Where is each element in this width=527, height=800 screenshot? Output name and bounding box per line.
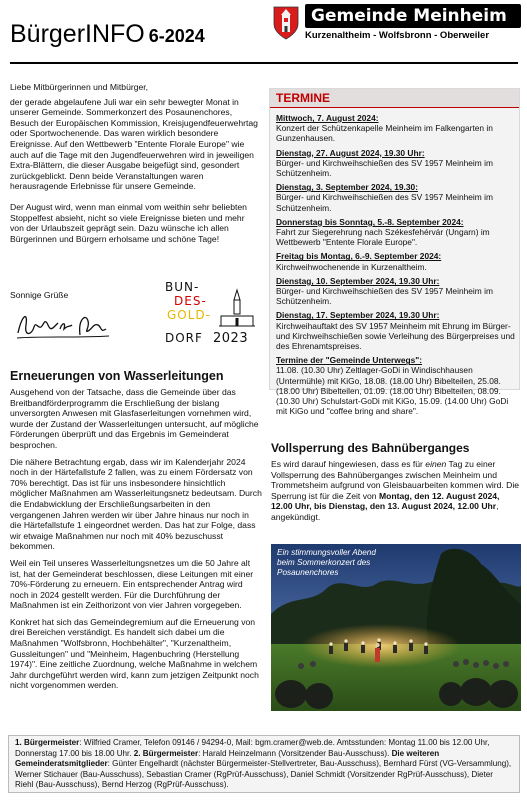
footer-deputy-label: 2. Bürgermeister [133,748,199,758]
logo-year: 2023 [213,331,249,346]
page-header [0,0,527,66]
logo-line-bun: BUN- [165,280,200,294]
termin-date: Freitag bis Montag, 6.-9. September 2024: [276,251,442,262]
termin-date: Mittwoch, 7. August 2024: [276,113,379,123]
footer-council-label: Die weiteren Gemeinderatsmitglieder [15,748,440,769]
termin-item [276,217,516,248]
intro-signoff: Sonnige Grüße [10,290,69,300]
termin-item [276,148,516,179]
termin-date: Dienstag, 3. September 2024, 19.30: [276,182,418,193]
termin-date: Dienstag, 17. September 2024, 19.30 Uhr: [276,310,440,321]
photo-caption: Ein stimmungsvoller Abend beim Sommerkonzert des Posaunenchores [277,548,376,577]
logo-line-dorf: DORF [165,331,203,345]
footer-deputy-text: : Harald Heinzelmann (Vorsitzender Bau-Ausschuss). [198,748,392,758]
bundesgolddorf-logo [165,280,265,350]
termin-text: Kirchweihauftakt des SV 1957 Meinheim mit Ehrung im Bürger- und Kirchweihschießen sowie Verleihung des Bürgerpreises und des Ehrenamtspreises. [276,320,515,352]
termine-heading: TERMINE [270,89,519,108]
header-divider [10,62,518,64]
termin-date: Dienstag, 10. September 2024, 19.30 Uhr: [276,275,440,286]
termin-item [276,276,516,307]
wasser-paragraph-3: Weil ein Teil unseres Wasserleitungsnetzes um die 50 Jahre alt ist, hat der Gemeinderat beschlossen, diese Leitungen mit einer 70%-Förderung zu erneuern. Ein entsprechender Antrag wird noch in 2024 gestellt werden. Für die Durchführung der Maßnahmen ist ein Zeithorizont von vier Jahren vorgegeben. [10,557,254,611]
wasser-article [10,387,262,697]
mayor-signature [14,305,114,343]
logo-line-des: DES- [174,294,207,308]
wasser-paragraph-2: Die nähere Betrachtung ergab, dass wir im Kalenderjahr 2024 noch in der Härtefallstufe 2 fallen, was zu einem Fördersatz von 70% berechtigt. Das ist für uns insbesondere hinsichtlich möglicher Maßnahmen am Wasserleitungsnetz bedeutsam. Durch die Endabwicklung der Erschließungsarbeiten in den vergangenen Jahren werden wir über Jahre hinaus nur noch in die Härtefallstufe 1 eingeordnet werden. Das hat zur Folge, dass wir etwaige Maßnahmen nur noch mit 40% bezuschusst bekommen. [10,456,262,552]
termine-box [269,88,520,417]
municipality-districts: Kurzenaltheim - Wolfsbronn - Oberweiler [305,30,490,41]
municipal-crest-icon [273,6,299,40]
termin-text: Kirchweihwochenende in Kurzenaltheim. [276,261,427,272]
voll-text-dates: Montag, den 12. August 2024, 12.00 Uhr, bis Dienstag, den 13. August 2024, 12.00 Uhr [271,490,500,512]
voll-text-post: , angekündigt. [271,501,499,522]
vollsperrung-heading: Vollsperrung des Bahnüberganges [271,441,470,455]
termin-item [276,251,516,271]
logo-line-gold: GOLD- [167,308,211,322]
vollsperrung-article [271,459,521,523]
wasser-paragraph-1: Ausgehend von der Tatsache, dass die Gemeinde über das Breitbandförderprogramm die Erschließung der bislang unversorgten Anwesen mit Glasfaserleitungen vornehmen wird, wurde der Zustand der Wasserleitungen untersucht, auf mögliche Förderungen überprüft und das Ergebnis im Gemeinderat besprochen. [10,387,259,450]
intro-paragraph-2: Der August wird, wenn man einmal vom weithin sehr beliebten Stoppelfest absieht, nicht so viele Ereignisse bieten und mehr von der Urlaubszeit geprägt sein. Dazu wünsche ich allen Bürgerinnen und Bürgern erholsame und schöne Tage! [10,201,247,244]
unterwegs-text: 11.08. (10.30 Uhr) Zeltlager-GoDi in Windischhausen (Untermühle) mit KiGo, 18.08. (18.00 Uhr) Bibelteilen, 25.08. (18.00 Uhr) Bibelteilen, 01.09. (18.00 Uhr) Bibelteilen, 08.09. (10.30 Uhr) Schulstart-GoDi mit KiGo, 15.09. (14.00 Uhr) GoDi mit KiGo und "coffee bring and share". [276,365,509,417]
termin-date: Dienstag, 27. August 2024, 19.30 Uhr: [276,147,425,158]
footer-mayor-label: 1. Bürgermeister [15,738,80,747]
termin-text: Bürger- und Kirchweihschießen des SV 1957 Meinheim im Schützenheim. [276,286,493,307]
contact-footer [8,735,520,793]
newsletter-title [10,20,205,49]
intro-greeting: Liebe Mitbürgerinnen und Mitbürger, [10,82,149,92]
termin-text: Konzert der Schützenkapelle Meinheim im Falkengarten in Gunzenhausen. [276,123,493,144]
termin-text: Bürger- und Kirchweihschießen des SV 1957 Meinheim im Schützenheim. [276,192,493,213]
voll-text-pre: Es wird darauf hingewiesen, dass es für [271,459,426,469]
intro-paragraph-1: der gerade abgelaufene Juli war ein sehr bewegter Monat in unserer Gemeinde. Sommerkonzert des Posaunenchores, Besuch der Europäischen Kommission, Kreisjugendfeuerwehrtag oder Sportwochenende. Das waren wirklich besondere Ereignisse. Auf den Wettbewerb "Entente Florale Europe" wie auch auf die Tage mit den Jugendfeuerwehren wird in jeweiligen Extra-Blättern, die dieser Ausgabe beigefügt sind, gesondert zurückgeblickt. Denn beide Veranstaltungen waren herausragende Erlebnisse für unsere Gemeinde. [10,96,258,192]
intro-letter [10,82,260,254]
termin-item [276,310,516,351]
footer-council-text: : Günter Engelhardt (nächster Bürgermeister-Stellvertreter, Bau-Ausschuss), Bernhard Fürst (VG-Versammlung), Werner Stichauer (Bau-Ausschuss), Sebastian Cramer (RgPrüf-Ausschuss), Daniel Schmidt (Vorsitzender RgPrüf-Ausschuss), Dieter Riehl (Bau-Ausschuss), Bernd Herzog (RgPrüf-Ausschuss). [15,759,512,790]
church-tower-icon [217,288,257,328]
footer-mayor-text: : Wilfried Cramer, Telefon 09146 / 94294-0, Mail: bgm.cramer@web.de. Amtsstunden: Montag 11.00 bis 12.00 Uhr, Donnerstag 17.00 bis 18.00 Uhr. [15,738,490,758]
termin-date: Donnerstag bis Sonntag, 5.-8. September 2024: [276,216,464,227]
termin-item [276,182,516,213]
unterwegs-item [276,355,516,416]
voll-text-emph: einen [425,459,447,469]
termin-text: Bürger- und Kirchweihschießen des SV 1957 Meinheim im Schützenheim. [276,157,493,179]
wasser-paragraph-4: Konkret hat sich das Gemeindegremium auf die Erneuerung von drei Bereichen verständigt. Es handelt sich dabei um die Maßnahmen "Wolfsbronn, Hochbehälter", "Kurzenaltheim, Gussleitungen" und "Meinheim, Hagenbuchring (Herstellung 1974)". Eine zeitliche Zuordnung, welche Maßnahme in welchem Jahr durchgeführt werden wird, kann zum jetzigen Zeitpunkt noch nicht vorgenommen werden. [10,616,259,691]
wasser-heading: Erneuerungen von Wasserleitungen [10,369,224,383]
unterwegs-title: Termine der "Gemeinde Unterwegs": [276,355,423,366]
municipality-name: Gemeinde Meinheim [305,4,521,28]
voll-text-mid: Tag zu einer Vollsperrung des Bahnüberganges zwischen Meinheim und Trommetsheim aufgrund von Gleisbauarbeiten kommen wird. Die Sperrung ist für die Zeit von [271,459,520,501]
termine-list [276,113,516,420]
issue-number: 6-2024 [148,26,205,46]
termin-item [276,113,516,144]
concert-photo [271,544,521,711]
title-text: BürgerINFO [10,20,145,48]
termin-text: Fahrt zur Siegerehrung nach Székesfehérvár (Ungarn) im Wettbewerb "Entente Florale Europe". [276,227,490,248]
